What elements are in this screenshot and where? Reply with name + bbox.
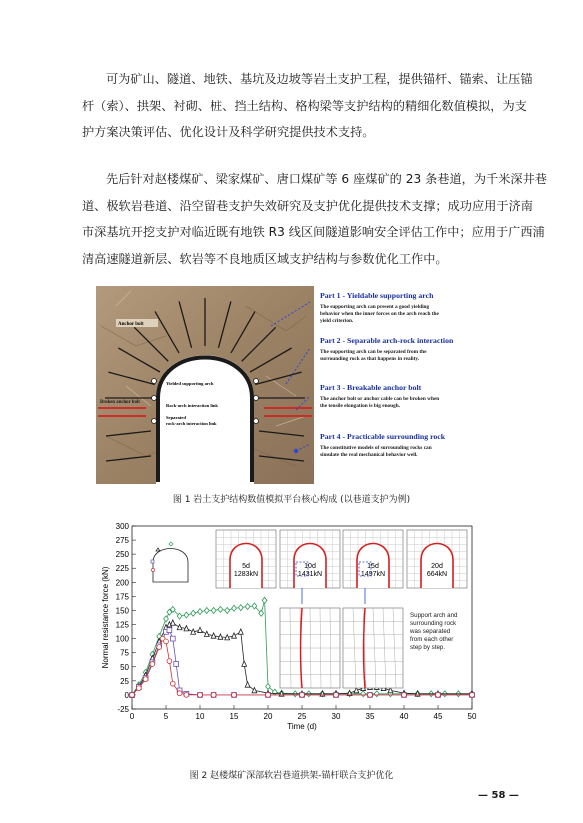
y-tick-label: 50 [120,662,129,672]
paragraph-line: 道、极软岩巷道、沿空留巷支护失效研究及支护优化提供技术支撑；成功应用于济南 [82,198,533,213]
label-anchor-bolt: Anchor bolt [118,322,144,327]
figure-1-caption: 图 1 岩土支护结构数值模拟平台核心构成 (以巷道支护为例) [172,495,411,505]
y-tick-label: 125 [115,620,129,630]
data-point [170,636,175,641]
part-desc-line: The supporting arch can present a good yielding [320,304,430,310]
x-tick-label: 40 [399,712,409,721]
note-line: was separated [410,628,451,635]
x-axis-label: Time (d) [287,722,317,731]
data-point [150,662,155,667]
data-point [174,662,179,667]
inset-day: 20d [431,563,443,570]
x-tick-label: 0 [129,712,135,721]
data-point [300,693,305,698]
part-descriptions [320,291,454,458]
y-tick-label: 250 [115,550,129,560]
data-point [136,686,141,691]
data-point [167,659,172,664]
inset-panel [216,530,276,588]
part-title: Part 3 - Breakable anchor bolt [320,383,422,392]
data-point [130,693,135,698]
inset-force: 664kN [426,571,448,578]
data-point [157,645,162,650]
paragraph-line: 可为矿山、隧道、地铁、基坑及边坡等岩土支护工程，提供锚杆、锚索、让压锚 [106,72,533,86]
part-title: Part 4 - Practicable surrounding rock [320,432,446,441]
note-line: surrounding rock [410,620,457,627]
figure-2-caption: 图 2 赵楼煤矿深部软岩巷道拱架-锚杆联合支护优化 [189,771,394,781]
y-tick-label: 100 [115,634,129,644]
paragraph-line: 清高速隧道新层、软岩等不良地质区域支护结构与参数优化工作中。 [82,252,448,267]
sketch-marker [151,560,154,563]
y-tick-label: 150 [115,606,129,616]
part-desc-line: the tensile elongation is big enough. [320,403,401,409]
y-tick-label: 75 [120,648,129,658]
inset-force: 1431kN [297,571,323,578]
data-point [143,677,148,682]
y-tick-label: 275 [115,536,129,546]
part-desc-line: behavior when the inner forces on the arch reach the [320,311,439,317]
inset-force: 1497kN [360,571,386,578]
sketch-marker [151,568,154,571]
inset-day: 5d [242,563,250,570]
label-separated-1: Separated [166,415,186,420]
data-point [177,691,182,696]
part-desc-line: The constitutive models of surrounding rocks can [320,445,432,451]
x-tick-label: 10 [195,712,205,721]
inset-day: 15d [367,563,379,570]
page-number: — 58 — [478,790,519,801]
label-broken-bolt: Broken anchor bolt [100,400,140,405]
part-desc-line: surrounding rock as that happens in reality. [320,356,420,362]
paragraph-2 [82,166,547,273]
x-tick-label: 45 [433,712,443,721]
paragraph-line: 先后针对赵楼煤矿、梁家煤矿、唐口煤矿等 6 座煤矿的 23 条巷道，为千米深井巷 [106,172,547,186]
inset-panel [407,530,467,588]
note-line: step by step. [410,644,446,651]
x-tick-label: 25 [297,712,307,721]
y-tick-label: 300 [115,522,129,531]
label-separated-2: rock-arch interaction link [166,421,217,426]
inset-force: 1283kN [233,571,259,578]
data-point [266,693,271,698]
figure-2-chart [96,518,488,758]
zoom-panel [280,608,340,688]
data-point [368,693,373,698]
data-point [170,681,175,686]
x-tick-label: 35 [365,712,375,721]
part-desc-line: The supporting arch can be separated from the [320,349,427,355]
data-point [164,639,169,644]
data-point [402,693,407,698]
paragraph-line: 护方案决策评估、优化设计及科学研究提供技术支持。 [82,125,375,140]
x-tick-label: 15 [229,712,239,721]
note-line: Support arch and [410,612,458,619]
data-point [436,693,441,698]
data-point [167,628,172,633]
part-desc-line: yield criterion. [320,318,354,324]
x-tick-label: 30 [331,712,341,721]
y-tick-label: 225 [115,564,129,574]
label-yielded-arch: Yielded supporting arch [166,381,214,386]
x-tick-label: 50 [467,712,477,721]
data-point [198,693,203,698]
paragraph-line: 杆（索）、拱架、衬砌、桩、挡土结构、格构梁等支护结构的精细化数值模拟，为支 [82,98,527,113]
x-tick-label: 5 [163,712,169,721]
data-point [232,693,237,698]
zoom-panel [343,608,403,688]
y-tick-label: 200 [115,578,129,588]
y-axis-label: Normal resistance force (kN) [101,566,110,669]
part-title: Part 2 - Separable arch-rock interaction [320,336,454,345]
part-desc-line: simulate the real mechanical behavior well. [320,452,418,458]
inset-panel [343,530,403,588]
data-point [211,693,216,698]
data-point [334,693,339,698]
paragraph-1 [82,66,533,146]
inset-panel [280,530,340,588]
y-tick-label: 0 [124,690,129,700]
data-point [470,693,475,698]
y-tick-label: -25 [117,705,129,714]
part-title: Part 1 - Yieldable supporting arch [320,291,434,300]
paragraph-line: 市深基坑开挖支护对临近既有地铁 R3 线区间隧道影响安全评估工作中；应用于广西浦 [82,225,545,240]
y-tick-label: 175 [115,592,129,602]
part-desc-line: The anchor bolt or anchor cable can be broken when [320,396,440,402]
x-tick-label: 20 [263,712,273,721]
figure-1-diagram [96,286,488,484]
y-tick-label: 25 [120,676,129,686]
label-rock-arch-link: Rock-arch interaction link [166,403,218,408]
data-point [184,693,189,698]
note-line: from each other [410,636,454,643]
inset-day: 10d [304,563,316,570]
